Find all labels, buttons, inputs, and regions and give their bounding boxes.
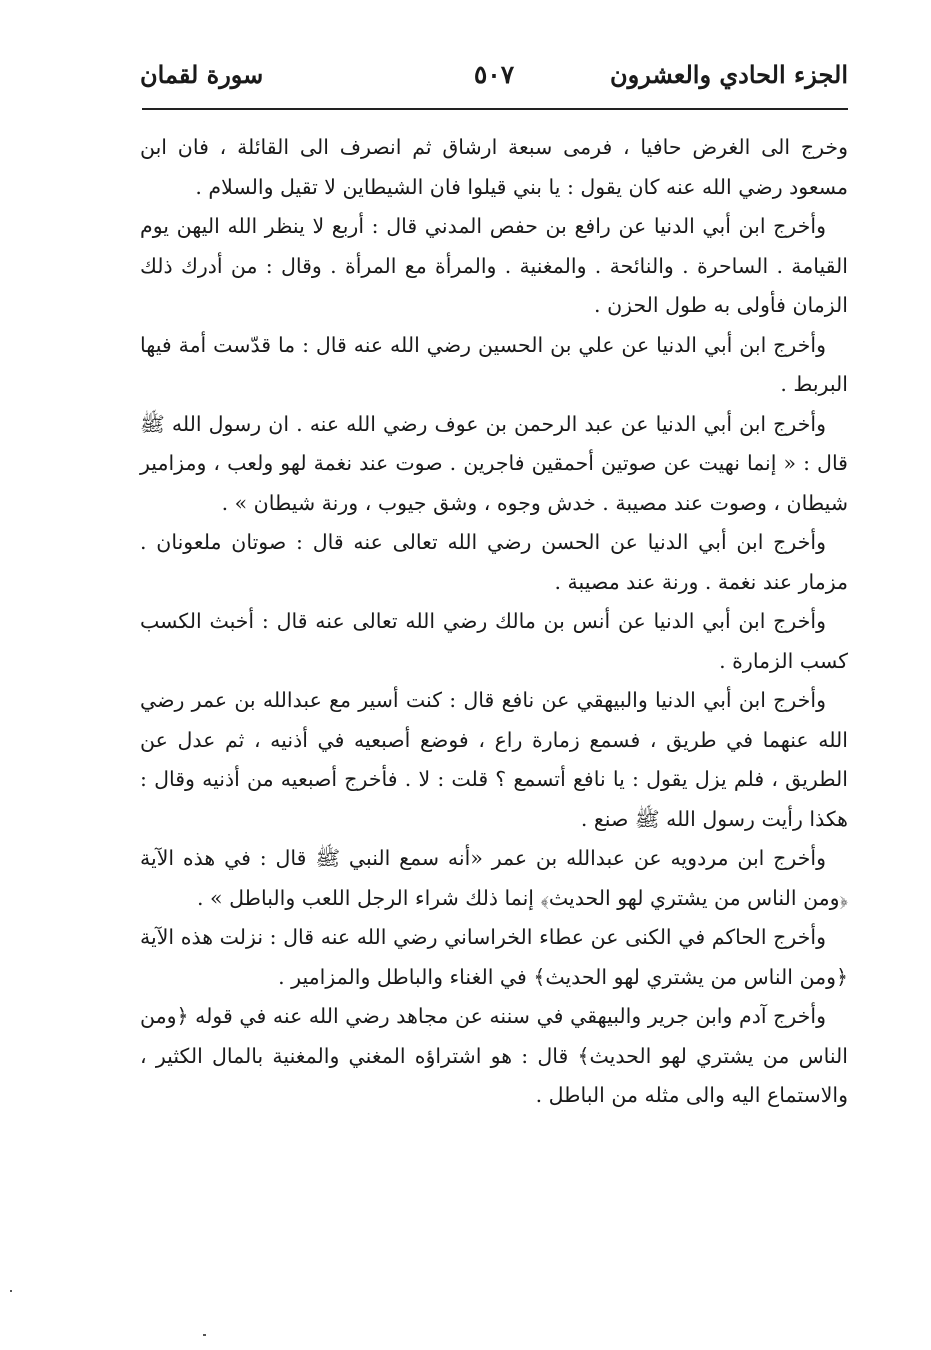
paragraph: وأخرج ابن أبي الدنيا والبيهقي عن نافع قال : كنت أسير مع عبدالله بن عمر رضي الله عنهما في طريق ، فسمع زمارة راع ، فوضع أصبعيه في أذنيه ، ثم عدل عن الطريق ، فلم يزل يقول : يا نافع أتسمع ؟ قلت : لا . فأخرج أصبعيه من أذنيه وقال : هكذا رأيت رسول الله ﷺ صنع . (140, 688, 848, 831)
header-divider (142, 108, 848, 110)
paragraph: وأخرج ابن أبي الدنيا عن علي بن الحسين رضي الله عنه قال : ما قدّست أمة فيها البربط . (140, 332, 848, 396)
scan-speck (10, 1290, 12, 1292)
page-number: ٥٠٧ (473, 60, 515, 89)
paragraph: وخرج الى الغرض حافيا ، فرمى سبعة ارشاق ثم انصرف الى القائلة ، فان ابن مسعود رضي الله عنه كان يقول : يا بني قيلوا فان الشيطاين لا تقيل والسلام . (140, 135, 848, 199)
surah-title: سورة لقمان (140, 60, 264, 89)
paragraph: وأخرج ابن مردويه عن عبدالله بن عمر «أنه سمع النبي ﷺ قال : في هذه الآية ﴿ومن الناس من يشتري لهو الحديث﴾ إنما ذلك شراء الرجل اللعب والباطل » . (140, 846, 848, 910)
part-title: الجزء الحادي والعشرون (610, 60, 848, 89)
paragraph: وأخرج ابن أبي الدنيا عن الحسن رضي الله تعالى عنه قال : صوتان ملعونان . مزمار عند نغمة . ورنة عند مصيبة . (140, 530, 848, 594)
paragraph: وأخرج ابن أبي الدنيا عن أنس بن مالك رضي الله تعالى عنه قال : أخبث الكسب كسب الزمارة . (140, 609, 848, 673)
scan-speck (203, 1334, 206, 1336)
page-header (140, 60, 848, 100)
paragraph: وأخرج آدم وابن جرير والبيهقي في سننه عن مجاهد رضي الله عنه في قوله ﴿ومن الناس من يشتري لهو الحديث﴾ قال : هو اشتراؤه المغني والمغنية بالمال الكثير ، والاستماع اليه والى مثله من الباطل . (140, 1004, 848, 1107)
paragraph: وأخرج ابن أبي الدنيا عن عبد الرحمن بن عوف رضي الله عنه . ان رسول الله ﷺ قال : « إنما نهيت عن صوتين أحمقين فاجرين . صوت عند نغمة لهو ولعب ، ومزامير شيطان ، وصوت عند مصيبة . خدش وجوه ، وشق جيوب ، ورنة شيطان » . (140, 411, 848, 515)
paragraph: وأخرج ابن أبي الدنيا عن رافع بن حفص المدني قال : أربع لا ينظر الله اليهن يوم القيامة . الساحرة . والنائحة . والمغنية . والمرأة مع المرأة . وقال : من أدرك ذلك الزمان فأولى به طول الحزن . (140, 214, 848, 317)
page-body (140, 128, 848, 1116)
paragraph: وأخرج الحاكم في الكنى عن عطاء الخراساني رضي الله عنه قال : نزلت هذه الآية ﴿ومن الناس من يشتري لهو الحديث﴾ في الغناء والباطل والمزامير . (140, 925, 848, 989)
